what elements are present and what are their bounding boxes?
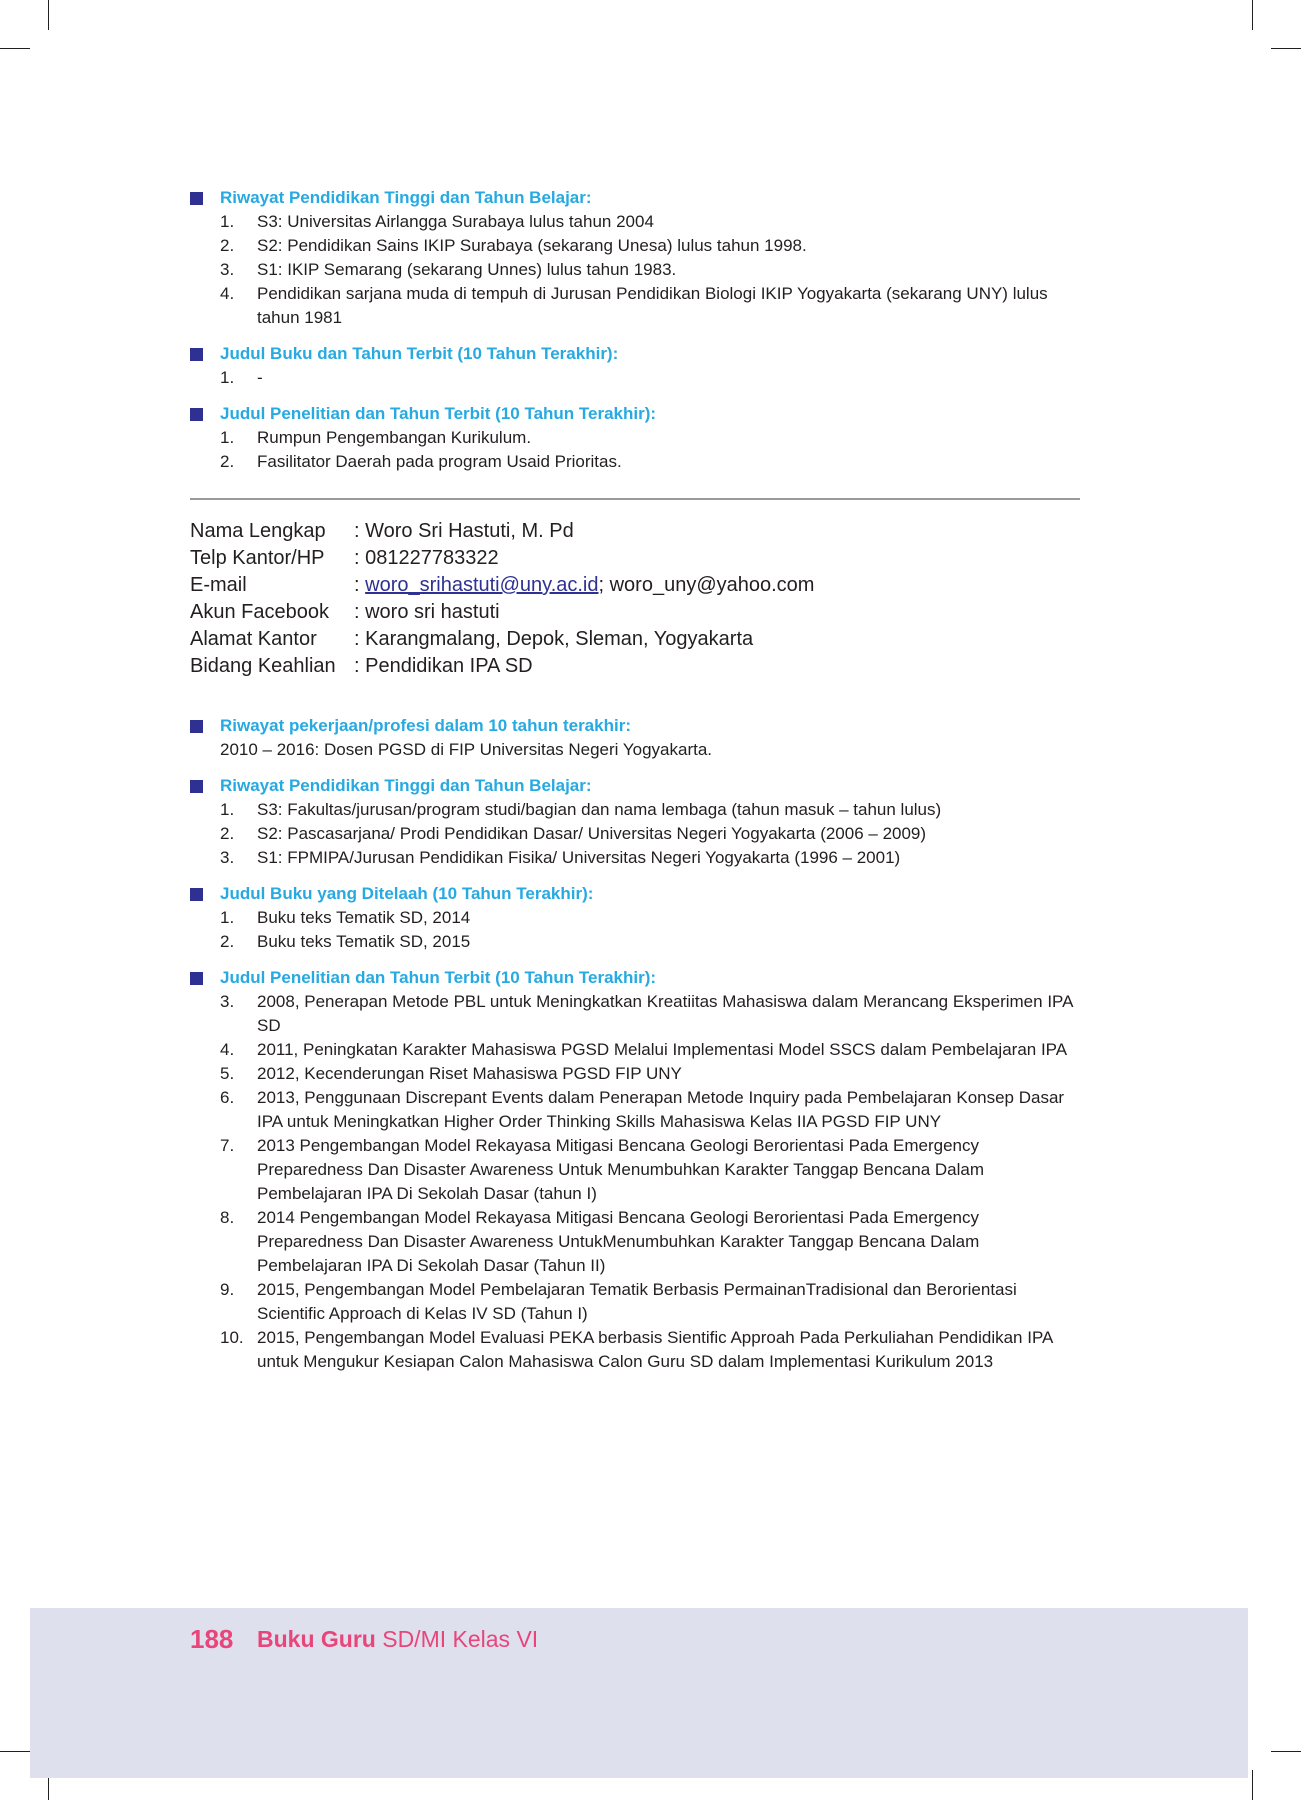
book-title-bold: Buku Guru — [257, 1626, 376, 1652]
section-heading — [190, 402, 1080, 426]
list-item — [220, 846, 1080, 870]
profile-row-office — [190, 626, 1080, 653]
profile-label: Telp Kantor/HP — [190, 547, 325, 569]
list-item-number: 1. — [220, 908, 235, 927]
list-item — [220, 426, 1080, 450]
list-item — [220, 906, 1080, 930]
section-heading-text: Riwayat Pendidikan Tinggi dan Tahun Belajar: — [220, 188, 592, 207]
email-prefix: : — [354, 574, 366, 596]
profile-label: Nama Lengkap — [190, 520, 326, 542]
profile-row-expertise — [190, 653, 1080, 680]
list-item-number: 2. — [220, 932, 235, 951]
education-list — [190, 210, 1080, 330]
list-item-text: S1: FPMIPA/Jurusan Pendidikan Fisika/ Universitas Negeri Yogyakarta (1996 – 2001) — [257, 848, 901, 867]
list-item-number: 9. — [220, 1280, 235, 1299]
list-item-number: 8. — [220, 1208, 235, 1227]
list-item-text: S2: Pendidikan Sains IKIP Surabaya (sekarang Unesa) lulus tahun 1998. — [257, 236, 807, 255]
profile-label: Akun Facebook — [190, 601, 329, 623]
list-item — [220, 234, 1080, 258]
list-item-number: 7. — [220, 1136, 235, 1155]
reviewed-books-list — [190, 906, 1080, 954]
email-link[interactable]: woro_srihastuti@uny.ac.id — [365, 574, 599, 596]
list-item — [220, 282, 1080, 330]
page-number: 188 — [190, 1624, 234, 1654]
crop-mark — [1252, 0, 1253, 30]
list-item-number: 1. — [220, 212, 235, 231]
list-item-number: 4. — [220, 284, 235, 303]
list-item-text: 2012, Kecenderungan Riset Mahasiswa PGSD FIP UNY — [257, 1064, 682, 1083]
square-bullet-icon — [190, 348, 203, 361]
list-item-number: 3. — [220, 992, 235, 1011]
square-bullet-icon — [190, 888, 203, 901]
research-list-2 — [190, 990, 1080, 1374]
list-item — [220, 990, 1080, 1038]
list-item-text: 2014 Pengembangan Model Rekayasa Mitigasi Bencana Geologi Berorientasi Pada Emergency Preparedness Dan Disaster Awareness UntukMenumbuhkan Karakter Tanggap Bencana Dalam Pembelajaran IPA Di Sekolah Dasar (Tahun II) — [257, 1208, 980, 1275]
profile-row-email — [190, 572, 1080, 599]
education-history-section — [190, 186, 1080, 330]
profile-row-name — [190, 518, 1080, 545]
section-divider — [190, 498, 1080, 500]
books-section — [190, 342, 1080, 390]
profile-value: : 081227783322 — [354, 547, 499, 569]
list-item-number: 1. — [220, 428, 235, 447]
list-item — [220, 822, 1080, 846]
list-item-text: 2011, Peningkatan Karakter Mahasiswa PGSD Melalui Implementasi Model SSCS dalam Pembelajaran IPA — [257, 1040, 1068, 1059]
list-item — [220, 1134, 1080, 1206]
section-heading — [190, 714, 1080, 738]
section-heading — [190, 966, 1080, 990]
list-item-number: 1. — [220, 800, 235, 819]
list-item-text: 2013, Penggunaan Discrepant Events dalam Penerapan Metode Inquiry pada Pembelajaran Konsep Dasar IPA untuk Meningkatkan Higher Order Thinking Skills Mahasiswa Kelas IIA PGSD FIP UNY — [257, 1088, 1065, 1131]
profile-row-facebook — [190, 599, 1080, 626]
list-item — [220, 1278, 1080, 1326]
list-item-text: 2013 Pengembangan Model Rekayasa Mitigasi Bencana Geologi Berorientasi Pada Emergency Preparedness Dan Disaster Awareness Untuk Menumbuhkan Karakter Tanggap Bencana Dalam Pembelajaran IPA Di Sekolah Dasar (tahun I) — [257, 1136, 985, 1203]
list-item-number: 1. — [220, 368, 235, 387]
list-item-text: - — [257, 368, 263, 387]
list-item-number: 2. — [220, 824, 235, 843]
list-item-number: 10. — [220, 1328, 244, 1347]
list-item-text: Buku teks Tematik SD, 2015 — [257, 932, 471, 951]
crop-mark — [0, 1751, 30, 1752]
list-item-text: S1: IKIP Semarang (sekarang Unnes) lulus tahun 1983. — [257, 260, 677, 279]
list-item-text: Rumpun Pengembangan Kurikulum. — [257, 428, 532, 447]
list-item-text: S3: Universitas Airlangga Surabaya lulus tahun 2004 — [257, 212, 654, 231]
profile-value: : Karangmalang, Depok, Sleman, Yogyakarta — [354, 628, 754, 650]
crop-mark — [48, 0, 49, 30]
list-item — [220, 1086, 1080, 1134]
education-history-section-2 — [190, 774, 1080, 870]
list-item — [220, 930, 1080, 954]
list-item-text: S2: Pascasarjana/ Prodi Pendidikan Dasar/ Universitas Negeri Yogyakarta (2006 – 2009) — [257, 824, 927, 843]
list-item-number: 2. — [220, 452, 235, 471]
work-history-section — [190, 714, 1080, 762]
square-bullet-icon — [190, 972, 203, 985]
list-item-text: S3: Fakultas/jurusan/program studi/bagian dan nama lembaga (tahun masuk – tahun lulus) — [257, 800, 942, 819]
profile-label: Alamat Kantor — [190, 628, 317, 650]
list-item-number: 3. — [220, 848, 235, 867]
crop-mark — [1271, 1751, 1301, 1752]
section-heading — [190, 186, 1080, 210]
list-item — [220, 798, 1080, 822]
section-heading-text: Judul Penelitian dan Tahun Terbit (10 Tahun Terakhir): — [220, 404, 657, 423]
list-item — [220, 1206, 1080, 1278]
list-item-number: 5. — [220, 1064, 235, 1083]
profile-value — [354, 572, 814, 599]
page-footer — [30, 1608, 1248, 1778]
section-heading — [190, 774, 1080, 798]
list-item-text: Pendidikan sarjana muda di tempuh di Jurusan Pendidikan Biologi IKIP Yogyakarta (sekarang UNY) lulus tahun 1981 — [257, 284, 1048, 327]
list-item-number: 3. — [220, 260, 235, 279]
list-item — [220, 1038, 1080, 1062]
profile-value: : woro sri hastuti — [354, 601, 500, 623]
reviewed-books-section — [190, 882, 1080, 954]
list-item-text: 2008, Penerapan Metode PBL untuk Meningkatkan Kreatiitas Mahasiswa dalam Merancang Eksperimen IPA SD — [257, 992, 1073, 1035]
profile-value: : Pendidikan IPA SD — [354, 655, 533, 677]
research-list — [190, 426, 1080, 474]
square-bullet-icon — [190, 408, 203, 421]
profile-label: Bidang Keahlian — [190, 655, 336, 677]
profile-label: E-mail — [190, 574, 247, 596]
square-bullet-icon — [190, 780, 203, 793]
list-item-text: Buku teks Tematik SD, 2014 — [257, 908, 471, 927]
section-heading-text: Judul Buku dan Tahun Terbit (10 Tahun Terakhir): — [220, 344, 619, 363]
list-item-number: 4. — [220, 1040, 235, 1059]
list-item — [220, 1062, 1080, 1086]
section-heading — [190, 342, 1080, 366]
section-heading — [190, 882, 1080, 906]
section-heading-text: Riwayat pekerjaan/profesi dalam 10 tahun terakhir: — [220, 716, 631, 735]
books-list — [190, 366, 1080, 390]
work-history-text: 2010 – 2016: Dosen PGSD di FIP Universitas Negeri Yogyakarta. — [220, 740, 713, 759]
book-title — [257, 1626, 538, 1653]
list-item — [220, 366, 1080, 390]
list-item — [220, 210, 1080, 234]
section-heading-text: Judul Penelitian dan Tahun Terbit (10 Tahun Terakhir): — [220, 968, 657, 987]
list-item-text: Fasilitator Daerah pada program Usaid Prioritas. — [257, 452, 622, 471]
research-section-2 — [190, 966, 1080, 1374]
profile-row-phone — [190, 545, 1080, 572]
crop-mark — [1271, 48, 1301, 49]
list-item-number: 2. — [220, 236, 235, 255]
list-item-number: 6. — [220, 1088, 235, 1107]
section-heading-text: Judul Buku yang Ditelaah (10 Tahun Terakhir): — [220, 884, 594, 903]
crop-mark — [0, 48, 30, 49]
section-heading-text: Riwayat Pendidikan Tinggi dan Tahun Belajar: — [220, 776, 592, 795]
list-item — [220, 450, 1080, 474]
crop-mark — [1252, 1770, 1253, 1800]
square-bullet-icon — [190, 192, 203, 205]
list-item-text: 2015, Pengembangan Model Pembelajaran Tematik Berbasis PermainanTradisional dan Berorientasi Scientific Approach di Kelas IV SD (Tahun I) — [257, 1280, 1017, 1323]
list-item — [220, 1326, 1080, 1374]
book-title-rest: SD/MI Kelas VI — [375, 1626, 539, 1652]
list-item — [220, 258, 1080, 282]
profile-block — [190, 518, 1080, 680]
list-item-text: 2015, Pengembangan Model Evaluasi PEKA berbasis Sientific Approah Pada Perkuliahan Pendidikan IPA untuk Mengukur Kesiapan Calon Mahasiswa Calon Guru SD dalam Implementasi Kurikulum 2013 — [257, 1328, 1053, 1371]
email-rest: ; woro_uny@yahoo.com — [598, 574, 815, 596]
profile-value: : Woro Sri Hastuti, M. Pd — [354, 520, 574, 542]
research-section — [190, 402, 1080, 474]
square-bullet-icon — [190, 720, 203, 733]
education-list-2 — [190, 798, 1080, 870]
page-content — [190, 186, 1080, 1386]
